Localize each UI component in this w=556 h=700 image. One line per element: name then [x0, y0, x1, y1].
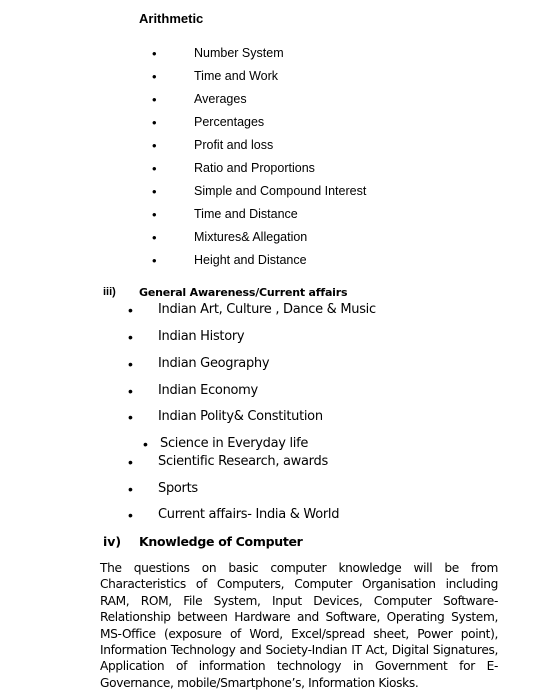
- list-item: Scientific Research, awards: [158, 454, 328, 469]
- bullet: •: [152, 69, 157, 84]
- list-item: Simple and Compound Interest: [194, 184, 367, 198]
- bullet: •: [128, 507, 133, 523]
- list-item: Sports: [158, 481, 198, 496]
- list-item: Averages: [194, 92, 247, 106]
- list-item: Height and Distance: [194, 253, 307, 267]
- bullet: •: [152, 184, 157, 199]
- list-item: Mixtures& Allegation: [194, 230, 308, 244]
- bullet: •: [128, 454, 133, 470]
- list-item: Ratio and Proportions: [194, 161, 315, 175]
- list-item: Current affairs- India & World: [158, 507, 340, 522]
- bullet: •: [143, 436, 148, 452]
- bullet: •: [152, 115, 157, 130]
- list-item: Time and Distance: [194, 207, 298, 221]
- list-item: Indian Polity& Constitution: [158, 409, 323, 424]
- bullet: •: [152, 253, 157, 268]
- bullet: •: [152, 161, 157, 176]
- bullet: •: [128, 383, 133, 399]
- list-item: Indian Economy: [158, 383, 258, 398]
- list-item: Indian History: [158, 329, 245, 344]
- bullet: •: [152, 230, 157, 245]
- list-item: Percentages: [194, 115, 265, 129]
- list-item: Profit and loss: [194, 138, 274, 152]
- section-number: iv): [103, 534, 122, 549]
- bullet: •: [152, 207, 157, 222]
- list-item: Time and Work: [194, 69, 279, 83]
- section-number: iii): [103, 286, 116, 298]
- arithmetic-heading: Arithmetic: [139, 11, 204, 26]
- bullet: •: [128, 302, 133, 318]
- computer-heading: Knowledge of Computer: [139, 534, 303, 549]
- bullet: •: [128, 409, 133, 425]
- bullet: •: [152, 138, 157, 153]
- bullet: •: [152, 92, 157, 107]
- bullet: •: [128, 481, 133, 497]
- bullet: •: [128, 356, 133, 372]
- general-awareness-heading: General Awareness/Current affairs: [139, 286, 348, 299]
- list-item: Indian Geography: [158, 356, 270, 371]
- list-item: Science in Everyday life: [160, 436, 309, 451]
- list-item: Number System: [194, 46, 284, 60]
- bullet: •: [128, 329, 133, 345]
- bullet: •: [152, 46, 157, 61]
- list-item: Indian Art, Culture , Dance & Music: [158, 302, 376, 317]
- computer-paragraph: The questions on basic computer knowledge will be from Characteristics of Computers, Computer Organisation including RAM, ROM, File System, Input Devices, Computer Software-Relationship between Hardware and Software, Operating System, MS-Office (exposure of Word, Excel/spread sheet, Power point), Information Technology and Society-Indian IT Act, Digital Signatures, Application of information technology in Government for E-Governance, mobile/Smartphone’s, Information Kiosks.: [100, 561, 498, 690]
